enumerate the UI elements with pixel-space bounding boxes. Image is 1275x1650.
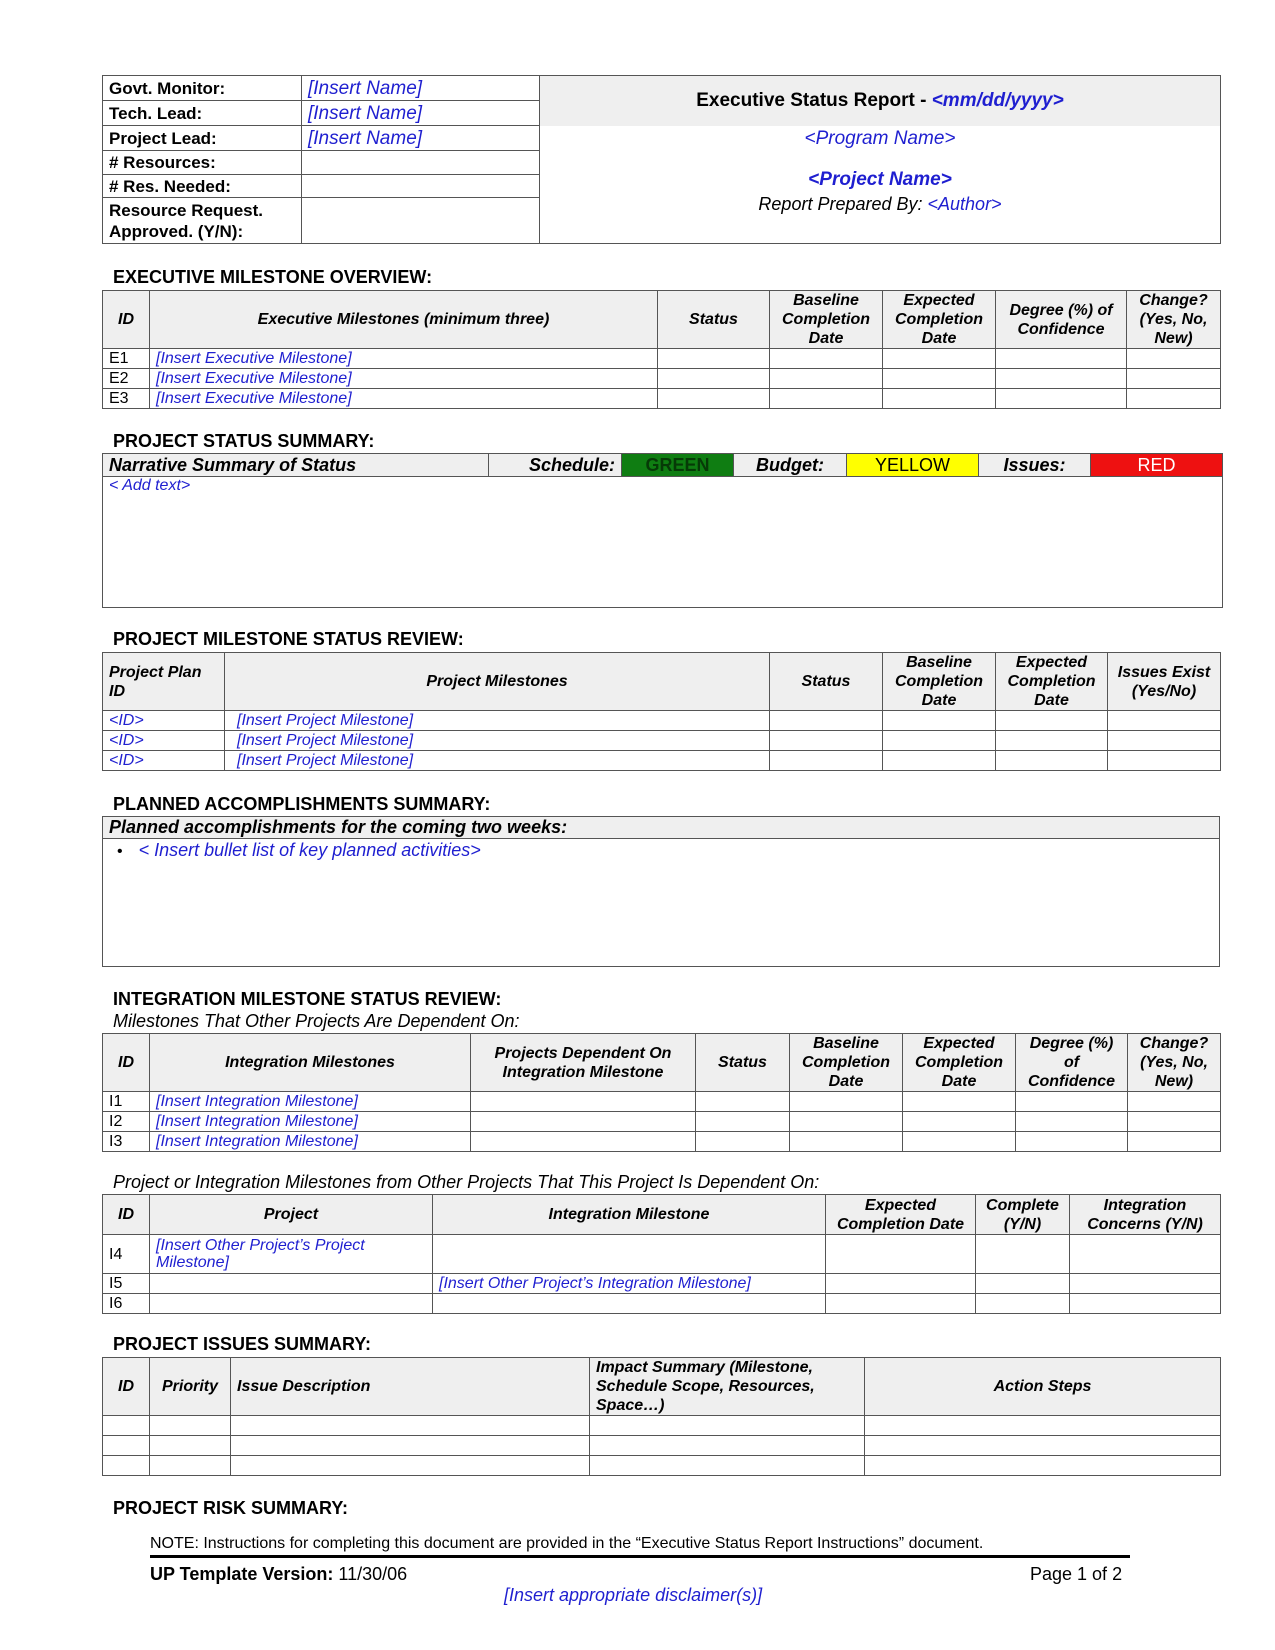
prepared-by (546, 193, 1214, 214)
schedule-status-badge[interactable]: GREEN (622, 454, 734, 477)
exec-row-status[interactable] (658, 369, 770, 389)
table-row (103, 751, 1221, 771)
res-needed-value[interactable] (302, 175, 540, 198)
tech-lead-value[interactable]: [Insert Name] (302, 101, 540, 126)
program-name[interactable]: <Program Name> (804, 127, 956, 149)
exec-col-expected: Expected Completion Date (883, 291, 996, 349)
issues-col-priority: Priority (150, 1358, 231, 1416)
exec-row-baseline[interactable] (770, 389, 883, 409)
tech-lead-label: Tech. Lead: (103, 101, 302, 126)
integration-table (102, 1033, 1221, 1152)
exec-row-baseline[interactable] (770, 349, 883, 369)
exec-row-id: E1 (103, 349, 150, 369)
issues-cell[interactable] (590, 1416, 865, 1436)
int-col-milestone: Integration Milestones (150, 1034, 471, 1092)
project-lead-label: Project Lead: (103, 126, 302, 151)
exec-col-milestone: Executive Milestones (minimum three) (150, 291, 658, 349)
pm-col-milestone: Project Milestones (225, 653, 770, 711)
int-row-id: I2 (103, 1112, 150, 1132)
dep-row-concerns[interactable] (1070, 1235, 1221, 1274)
exec-row-baseline[interactable] (770, 369, 883, 389)
budget-status-badge[interactable]: YELLOW (847, 454, 979, 477)
template-version-value: 11/30/06 (333, 1564, 408, 1584)
int-row-change[interactable] (1128, 1092, 1221, 1112)
pm-row-expected[interactable] (996, 731, 1108, 751)
exec-row-confidence[interactable] (996, 349, 1127, 369)
exec-row-expected[interactable] (883, 389, 996, 409)
exec-row-id: E2 (103, 369, 150, 389)
int-row-id: I3 (103, 1132, 150, 1152)
int-row-confidence[interactable] (1016, 1132, 1128, 1152)
resource-request-line2: Approved. (Y/N): (109, 221, 244, 241)
int-row-confidence[interactable] (1016, 1092, 1128, 1112)
pm-row-status[interactable] (770, 731, 883, 751)
int-col-dependents: Projects Dependent On Integration Milestone (471, 1034, 696, 1092)
add-text-placeholder: < Add text> (109, 477, 191, 494)
int-row-change[interactable] (1128, 1132, 1221, 1152)
issues-table (102, 1357, 1221, 1476)
res-needed-label: # Res. Needed: (103, 175, 302, 198)
issues-status-badge[interactable]: RED (1091, 454, 1223, 477)
dep-row-complete[interactable] (976, 1274, 1070, 1294)
int-col-change: Change? (Yes, No, New) (1128, 1034, 1221, 1092)
issues-label: Issues: (979, 454, 1091, 477)
exec-col-baseline: Baseline Completion Date (770, 291, 883, 349)
issues-cell[interactable] (231, 1456, 590, 1476)
pm-row-baseline[interactable] (883, 751, 996, 771)
table-row (103, 711, 1221, 731)
table-row (103, 369, 1221, 389)
int-row-dependents[interactable] (471, 1112, 696, 1132)
issues-cell[interactable] (865, 1456, 1221, 1476)
project-milestones-table (102, 652, 1221, 771)
prepared-by-author[interactable]: <Author> (927, 193, 1002, 214)
narrative-label: Narrative Summary of Status (103, 454, 489, 477)
int-row-dependents[interactable] (471, 1092, 696, 1112)
template-version (150, 1564, 407, 1585)
pm-row-issues[interactable] (1108, 751, 1221, 771)
int-row-expected[interactable] (903, 1132, 1016, 1152)
dep-row-concerns[interactable] (1070, 1294, 1221, 1314)
exec-milestones-table (102, 290, 1221, 409)
dependencies-table (102, 1194, 1221, 1314)
pm-row-issues[interactable] (1108, 731, 1221, 751)
issues-cell[interactable] (150, 1456, 231, 1476)
project-lead-value[interactable]: [Insert Name] (302, 126, 540, 151)
int-row-baseline[interactable] (790, 1112, 903, 1132)
resources-label: # Resources: (103, 151, 302, 175)
pm-col-baseline: Baseline Completion Date (883, 653, 996, 711)
int-row-expected[interactable] (903, 1092, 1016, 1112)
dep-row-project[interactable] (150, 1294, 433, 1314)
issues-cell[interactable] (150, 1416, 231, 1436)
dep-row-concerns[interactable] (1070, 1274, 1221, 1294)
dep-row-id: I6 (103, 1294, 150, 1314)
exec-col-status: Status (658, 291, 770, 349)
resource-request-label (103, 198, 302, 244)
table-row (103, 1416, 1221, 1436)
dep-row-expected[interactable] (826, 1274, 976, 1294)
footer-note: NOTE: Instructions for completing this document are provided in the “Executive Status Report Instructions” document. (150, 1535, 984, 1552)
exec-row-milestone[interactable]: [Insert Executive Milestone] (150, 349, 658, 369)
exec-col-confidence: Degree (%) of Confidence (996, 291, 1127, 349)
table-row (103, 1112, 1221, 1132)
dep-row-complete[interactable] (976, 1235, 1070, 1274)
exec-row-milestone[interactable]: [Insert Executive Milestone] (150, 369, 658, 389)
issues-cell[interactable] (590, 1456, 865, 1476)
schedule-label: Schedule: (489, 454, 622, 477)
dep-col-expected: Expected Completion Date (826, 1195, 976, 1235)
pm-col-status: Status (770, 653, 883, 711)
issues-title: PROJECT ISSUES SUMMARY: (113, 1334, 372, 1354)
issues-col-id: ID (103, 1358, 150, 1416)
issues-cell[interactable] (103, 1436, 150, 1456)
exec-row-change[interactable] (1127, 369, 1221, 389)
exec-row-confidence[interactable] (996, 369, 1127, 389)
bullet-icon: • (117, 843, 123, 860)
resource-request-value[interactable] (302, 198, 540, 244)
risk-title: PROJECT RISK SUMMARY: (113, 1498, 349, 1518)
exec-row-milestone[interactable]: [Insert Executive Milestone] (150, 389, 658, 409)
table-row (103, 1092, 1221, 1112)
project-name[interactable]: <Project Name> (808, 168, 952, 190)
pm-col-expected: Expected Completion Date (996, 653, 1108, 711)
issues-cell[interactable] (865, 1416, 1221, 1436)
exec-row-change[interactable] (1127, 349, 1221, 369)
issues-col-impact: Impact Summary (Milestone, Schedule Scope, Resources, Space…) (590, 1358, 865, 1416)
issues-cell[interactable] (231, 1416, 590, 1436)
int-row-milestone[interactable]: [Insert Integration Milestone] (150, 1132, 471, 1152)
narrative-text-area[interactable] (103, 477, 1223, 608)
table-row (103, 731, 1221, 751)
int-row-baseline[interactable] (790, 1132, 903, 1152)
table-row (103, 349, 1221, 369)
int-row-dependents[interactable] (471, 1132, 696, 1152)
int-row-id: I1 (103, 1092, 150, 1112)
int-row-status[interactable] (696, 1132, 790, 1152)
pm-row-status[interactable] (770, 751, 883, 771)
govt-monitor-label: Govt. Monitor: (103, 76, 302, 101)
dep-row-expected[interactable] (826, 1235, 976, 1274)
dep-col-complete: Complete (Y/N) (976, 1195, 1070, 1235)
int-col-id: ID (103, 1034, 150, 1092)
table-row (103, 1274, 1221, 1294)
planned-bullet: < Insert bullet list of key planned activities> (138, 840, 481, 860)
pm-col-issues: Issues Exist (Yes/No) (1108, 653, 1221, 711)
int-row-milestone[interactable]: [Insert Integration Milestone] (150, 1092, 471, 1112)
issues-cell[interactable] (150, 1436, 231, 1456)
int-col-status: Status (696, 1034, 790, 1092)
dep-col-concerns: Integration Concerns (Y/N) (1070, 1195, 1221, 1235)
exec-row-id: E3 (103, 389, 150, 409)
issues-col-actions: Action Steps (865, 1358, 1221, 1416)
pm-row-baseline[interactable] (883, 731, 996, 751)
integration-subtitle: Milestones That Other Projects Are Dependent On: (113, 1011, 520, 1031)
project-milestones-title: PROJECT MILESTONE STATUS REVIEW: (113, 629, 464, 649)
int-row-confidence[interactable] (1016, 1112, 1128, 1132)
int-col-expected: Expected Completion Date (903, 1034, 1016, 1092)
template-version-label: UP Template Version: (150, 1564, 334, 1584)
page-number: Page 1 of 2 (1030, 1564, 1123, 1584)
dep-row-milestone[interactable] (433, 1235, 826, 1274)
dep-col-id: ID (103, 1195, 150, 1235)
header-table (102, 75, 1221, 244)
table-row (103, 1456, 1221, 1476)
dep-row-milestone[interactable] (433, 1294, 826, 1314)
int-row-status[interactable] (696, 1112, 790, 1132)
dep-row-milestone[interactable]: [Insert Other Project’s Integration Milestone] (433, 1274, 826, 1294)
exec-row-status[interactable] (658, 349, 770, 369)
exec-col-id: ID (103, 291, 150, 349)
pm-col-id: Project Plan ID (103, 653, 225, 711)
dep-row-id: I5 (103, 1274, 150, 1294)
exec-row-expected[interactable] (883, 349, 996, 369)
planned-title: PLANNED ACCOMPLISHMENTS SUMMARY: (113, 794, 491, 814)
pm-row-id[interactable]: <ID> (103, 711, 225, 731)
issues-cell[interactable] (865, 1436, 1221, 1456)
int-col-baseline: Baseline Completion Date (790, 1034, 903, 1092)
dep-row-project[interactable]: [Insert Other Project’s Project Milestone] (150, 1235, 433, 1274)
dep-col-milestone: Integration Milestone (433, 1195, 826, 1235)
int-row-expected[interactable] (903, 1112, 1016, 1132)
int-row-status[interactable] (696, 1092, 790, 1112)
pm-row-issues[interactable] (1108, 711, 1221, 731)
pm-row-milestone[interactable]: [Insert Project Milestone] (225, 751, 770, 771)
resources-value[interactable] (302, 151, 540, 175)
pm-row-id[interactable]: <ID> (103, 731, 225, 751)
table-row (103, 1132, 1221, 1152)
budget-label: Budget: (734, 454, 847, 477)
resource-request-line1: Resource Request. (109, 200, 263, 220)
table-row (103, 1294, 1221, 1314)
report-date[interactable]: <mm/dd/yyyy> (931, 90, 1064, 112)
table-row (103, 1235, 1221, 1274)
pm-row-expected[interactable] (996, 751, 1108, 771)
exec-col-change: Change? (Yes, No, New) (1127, 291, 1221, 349)
exec-row-status[interactable] (658, 389, 770, 409)
issues-cell[interactable] (103, 1416, 150, 1436)
int-row-change[interactable] (1128, 1112, 1221, 1132)
pm-row-id[interactable]: <ID> (103, 751, 225, 771)
planned-text-area[interactable] (103, 839, 1220, 967)
dep-col-project: Project (150, 1195, 433, 1235)
footer-divider (150, 1555, 1130, 1558)
issues-cell[interactable] (590, 1436, 865, 1456)
planned-header: Planned accomplishments for the coming two weeks: (103, 817, 1220, 839)
pm-row-status[interactable] (770, 711, 883, 731)
exec-row-expected[interactable] (883, 369, 996, 389)
prepared-by-label: Report Prepared By: (758, 193, 928, 214)
int-col-confidence: Degree (%) of Confidence (1016, 1034, 1128, 1092)
exec-milestones-title: EXECUTIVE MILESTONE OVERVIEW: (113, 267, 433, 287)
dep-row-expected[interactable] (826, 1294, 976, 1314)
status-summary-title: PROJECT STATUS SUMMARY: (113, 431, 375, 451)
integration-title: INTEGRATION MILESTONE STATUS REVIEW: (113, 989, 502, 1009)
issues-cell[interactable] (103, 1456, 150, 1476)
dep-row-complete[interactable] (976, 1294, 1070, 1314)
pm-row-baseline[interactable] (883, 711, 996, 731)
int-row-milestone[interactable]: [Insert Integration Milestone] (150, 1112, 471, 1132)
govt-monitor-value[interactable]: [Insert Name] (302, 76, 540, 101)
exec-row-confidence[interactable] (996, 389, 1127, 409)
pm-row-expected[interactable] (996, 711, 1108, 731)
disclaimer[interactable]: [Insert appropriate disclaimer(s)] (504, 1585, 763, 1605)
report-title: Executive Status Report - (696, 90, 932, 112)
exec-row-change[interactable] (1127, 389, 1221, 409)
pm-row-milestone[interactable]: [Insert Project Milestone] (225, 711, 770, 731)
table-row (103, 389, 1221, 409)
int-row-baseline[interactable] (790, 1092, 903, 1112)
dep-row-project[interactable] (150, 1274, 433, 1294)
table-row (103, 1436, 1221, 1456)
report-title-cell (540, 76, 1221, 126)
dep-row-id: I4 (103, 1235, 150, 1274)
issues-col-description: Issue Description (231, 1358, 590, 1416)
program-info-cell (540, 126, 1221, 244)
issues-cell[interactable] (231, 1436, 590, 1456)
pm-row-milestone[interactable]: [Insert Project Milestone] (225, 731, 770, 751)
planned-table (102, 816, 1220, 967)
status-summary-table (102, 453, 1223, 608)
dependencies-subtitle: Project or Integration Milestones from Other Projects That This Project Is Dependent On: (113, 1172, 820, 1192)
